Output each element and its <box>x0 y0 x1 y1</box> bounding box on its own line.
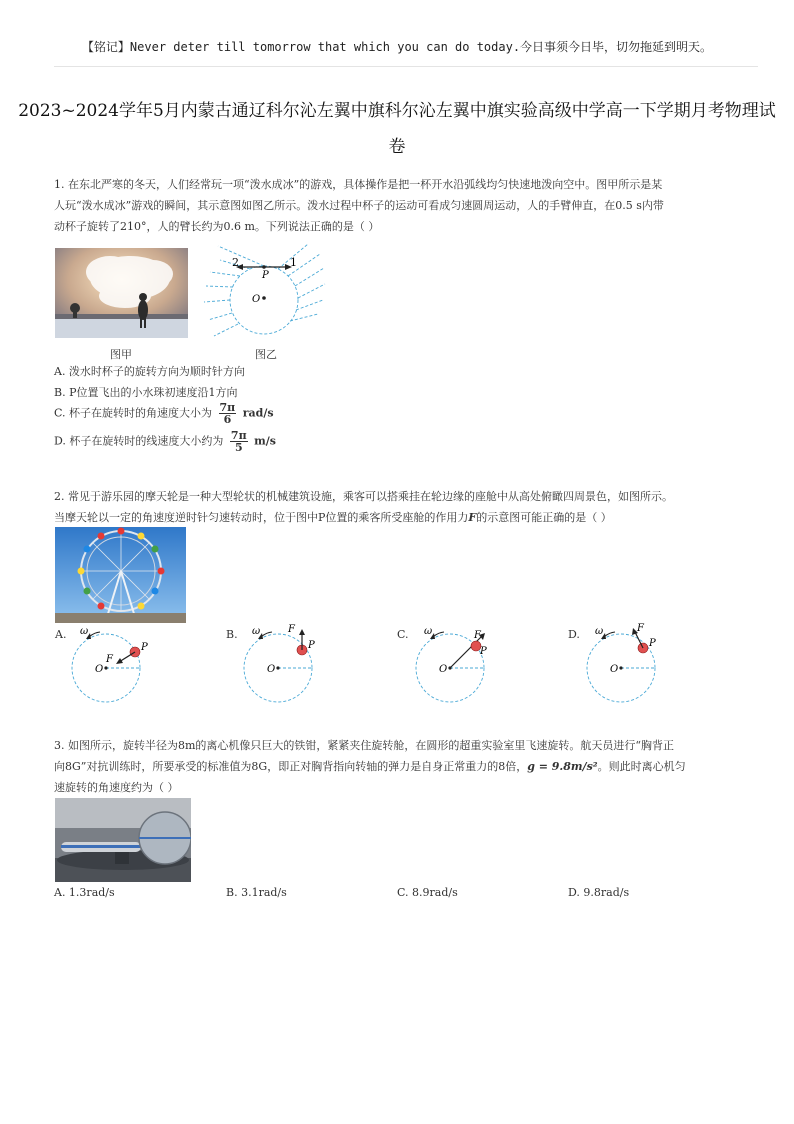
q2-option-b-diagram[interactable] <box>238 622 328 706</box>
q2-option-b-label[interactable]: B. <box>226 628 238 641</box>
q2-option-c-diagram[interactable] <box>410 622 500 706</box>
question-3-line <box>54 756 744 777</box>
figure-a-caption: 图甲 <box>110 348 132 361</box>
omega-label: ω <box>595 626 604 637</box>
q2-option-d-diagram[interactable] <box>581 622 671 706</box>
question-3-line-part: 向8G”对抗训练时，所要承受的标准值为8G，即正对胸背指向转轴的弹力是自身正常重力的8倍， <box>54 760 528 773</box>
q1-option-c[interactable] <box>54 402 274 425</box>
question-1-text <box>54 174 744 237</box>
question-2-line-part: 的示意图可能正确的是（ ） <box>476 511 612 524</box>
q1-option-c-unit: rad/s <box>242 406 274 420</box>
point-p-label: P <box>649 638 656 649</box>
q2-option-c-label[interactable]: C. <box>397 628 409 641</box>
question-2-line <box>54 507 744 528</box>
q1-option-d-fraction <box>230 430 248 453</box>
question-3-text <box>54 735 744 798</box>
figure-b-caption: 图乙 <box>255 348 277 361</box>
center-o-label: O <box>610 664 619 675</box>
q3-option-d[interactable]: D. 9.8rad/s <box>568 886 630 899</box>
q2-option-a-label[interactable]: A. <box>55 628 67 641</box>
fraction-numerator: 7π <box>219 401 236 414</box>
center-o-label: O <box>95 664 104 675</box>
page-title: 2023~2024学年5月内蒙古通辽科尔沁左翼中旗科尔沁左翼中旗实验高级中学高一下学期月考物理试 <box>18 101 776 121</box>
center-o-label: O <box>267 664 276 675</box>
ferris-wheel-photo <box>55 527 186 623</box>
point-p-label: P <box>308 640 315 651</box>
question-2-line-part: 当摩天轮以一定的角速度逆时针匀速转动时，位于图中P位置的乘客所受座舱的作用力 <box>54 511 469 524</box>
gravity-formula: g = 9.8m/s² <box>527 760 598 773</box>
question-3-line-part: 。则此时离心机匀 <box>597 760 686 773</box>
q3-option-b[interactable]: B. 3.1rad/s <box>226 886 287 899</box>
q2-option-a-diagram[interactable] <box>66 622 156 706</box>
question-2-line: 2. 常见于游乐园的摩天轮是一种大型轮状的机械建筑设施，乘客可以搭乘挂在轮边缘的座舱中从高处俯瞰四周景色，如图所示。 <box>54 490 673 503</box>
force-label: F <box>288 624 295 635</box>
omega-label: ω <box>80 626 89 637</box>
q1-option-c-text: C. 杯子在旋转时的角速度大小为 <box>54 406 213 420</box>
force-label: F <box>474 630 481 641</box>
q1-option-a[interactable]: A. 泼水时杯子的旋转方向为顺时针方向 <box>54 365 245 378</box>
q1-option-d-text: D. 杯子在旋转时的线速度大小约为 <box>54 434 224 448</box>
q1-option-c-fraction <box>219 402 237 425</box>
force-label: F <box>106 654 113 665</box>
fraction-denominator: 5 <box>234 441 243 454</box>
point-p-label: P <box>141 642 148 653</box>
point-p-label: P <box>262 270 269 281</box>
figure-b-diagram <box>200 242 330 344</box>
fraction-numerator: 7π <box>230 429 247 442</box>
question-3-line: 速旋转的角速度约为（ ） <box>54 781 179 794</box>
q1-option-b[interactable]: B. P位置飞出的小水珠初速度沿1方向 <box>54 386 238 399</box>
page-title-continued: 卷 <box>388 137 406 157</box>
omega-label: ω <box>252 626 261 637</box>
direction-2-label: 2 <box>232 256 239 269</box>
water-to-ice-photo <box>55 248 188 338</box>
q1-option-d-unit: m/s <box>254 434 276 448</box>
header-divider <box>54 66 758 67</box>
q2-option-d-label[interactable]: D. <box>568 628 580 641</box>
point-p-label: P <box>480 646 487 657</box>
water-to-ice-photo-image <box>55 248 188 338</box>
question-1-line: 1. 在东北严寒的冬天，人们经常玩一项“泼水成冰”的游戏，具体操作是把一杯开水沿弧线均匀快速地泼向空中。图甲所示是某 <box>54 178 663 191</box>
motto: 【铭记】Never deter till tomorrow that which you can do today.今日事须今日毕，切勿拖延到明天。 <box>81 40 713 54</box>
direction-1-label: 1 <box>290 256 297 269</box>
force-label: F <box>637 623 644 634</box>
question-3-line: 3. 如图所示，旋转半径为8m的离心机像只巨大的铁钳，紧紧夹住旋转舱，在圆形的超重实验室里飞速旋转。航天员进行“胸背正 <box>54 739 675 752</box>
centrifuge-photo <box>55 798 191 882</box>
question-1-line: 人玩“泼水成冰”游戏的瞬间，其示意图如图乙所示。泼水过程中杯子的运动可看成匀速圆周运动，人的手臂伸直，在0.5 s内带 <box>54 199 664 212</box>
question-2-text <box>54 486 744 528</box>
center-o-label: O <box>252 294 261 305</box>
q3-option-c[interactable]: C. 8.9rad/s <box>397 886 458 899</box>
fraction-denominator: 6 <box>223 413 232 426</box>
force-symbol: F <box>468 511 477 524</box>
ferris-wheel-photo-image <box>55 527 186 623</box>
centrifuge-photo-image <box>55 798 191 882</box>
center-o-label: O <box>439 664 448 675</box>
omega-label: ω <box>424 626 433 637</box>
question-1-line: 动杯子旋转了210°，人的臂长约为0.6 m。下列说法正确的是（ ） <box>54 220 380 233</box>
q3-option-a[interactable]: A. 1.3rad/s <box>54 886 115 899</box>
q1-option-d[interactable] <box>54 430 276 453</box>
